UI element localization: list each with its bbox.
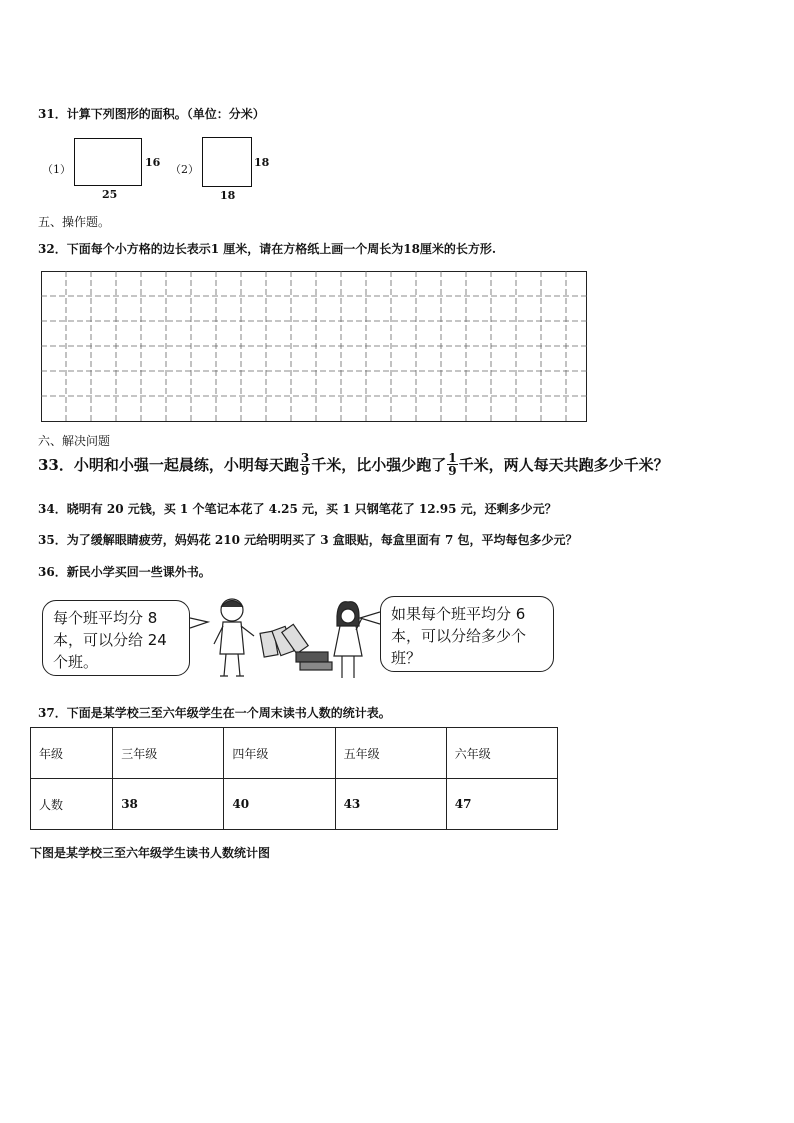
q33-part3: 千米，两人每天共跑多少千米？: [458, 456, 669, 474]
q33-part2: 千米，比小强少跑了: [311, 456, 447, 474]
girl-figure: [334, 602, 362, 678]
table-row: [31, 779, 558, 830]
grid-paper[interactable]: [41, 271, 587, 422]
q33-part1: 33．小明和小强一起晨练，小明每天跑: [38, 456, 299, 474]
q34-text: 34．晓明有 20 元钱，买 1 个笔记本花了 4.25 元，买 1 只钢笔花了 12.95 元，还剩多少元？: [38, 502, 557, 516]
table-cell: 人数: [31, 779, 113, 830]
frac2-denominator: 9: [448, 464, 457, 478]
fig2-label: （2）: [170, 163, 199, 176]
chart-caption: 下图是某学校三至六年级学生读书人数统计图: [30, 846, 271, 860]
fig1-width-label: 25: [102, 188, 118, 201]
fig2-height-label: 18: [254, 156, 270, 169]
table-cell: 三年级: [113, 728, 224, 779]
books-icon: [260, 624, 332, 670]
boy-figure: [214, 599, 254, 676]
table-cell: 年级: [31, 728, 113, 779]
section6-heading: 六、解决问题: [38, 434, 111, 448]
table-cell: 六年级: [446, 728, 557, 779]
table-header-row: [31, 728, 558, 779]
q32-text: 32．下面每个小方格的边长表示1 厘米，请在方格纸上画一个周长为18厘米的长方形.: [38, 242, 497, 256]
left-bubble-tail: [190, 618, 208, 628]
q36-illustration: [190, 592, 380, 684]
speech-bubble-left: 每个班平均分 8 本，可以分给 24 个班。: [42, 600, 190, 676]
q33-fraction-1: [300, 452, 310, 477]
fig2-square: [202, 137, 252, 187]
q36-text: 36．新民小学买回一些课外书。: [38, 565, 211, 579]
table-cell: 五年级: [335, 728, 446, 779]
fig2-width-label: 18: [220, 189, 236, 202]
table-cell: 43: [335, 779, 446, 830]
frac1-numerator: 3: [300, 451, 310, 465]
table-cell: 40: [224, 779, 335, 830]
fig1-label: （1）: [42, 163, 71, 176]
frac1-denominator: 9: [300, 464, 310, 478]
fig1-height-label: 16: [145, 156, 161, 169]
q37-text: 37．下面是某学校三至六年级学生在一个周末读书人数的统计表。: [38, 706, 391, 720]
frac2-numerator: 1: [448, 451, 457, 465]
q35-text: 35．为了缓解眼睛疲劳，妈妈花 210 元给明明买了 3 盒眼贴，每盒里面有 7 包，平均每包多少元？: [38, 533, 578, 547]
grid-lines: [41, 271, 587, 422]
q31-text: 31．计算下列图形的面积。（单位：分米）: [38, 107, 265, 121]
stats-table: [30, 727, 558, 830]
table-cell: 四年级: [224, 728, 335, 779]
q33-text: [38, 452, 669, 477]
table-cell: 47: [446, 779, 557, 830]
fig1-rectangle: [74, 138, 142, 186]
section5-heading: 五、操作题。: [38, 215, 111, 229]
table-cell: 38: [113, 779, 224, 830]
q33-fraction-2: [447, 452, 457, 477]
right-bubble-tail: [360, 612, 380, 624]
speech-bubble-right: 如果每个班平均分 6 本，可以分给多少个班？: [380, 596, 554, 672]
